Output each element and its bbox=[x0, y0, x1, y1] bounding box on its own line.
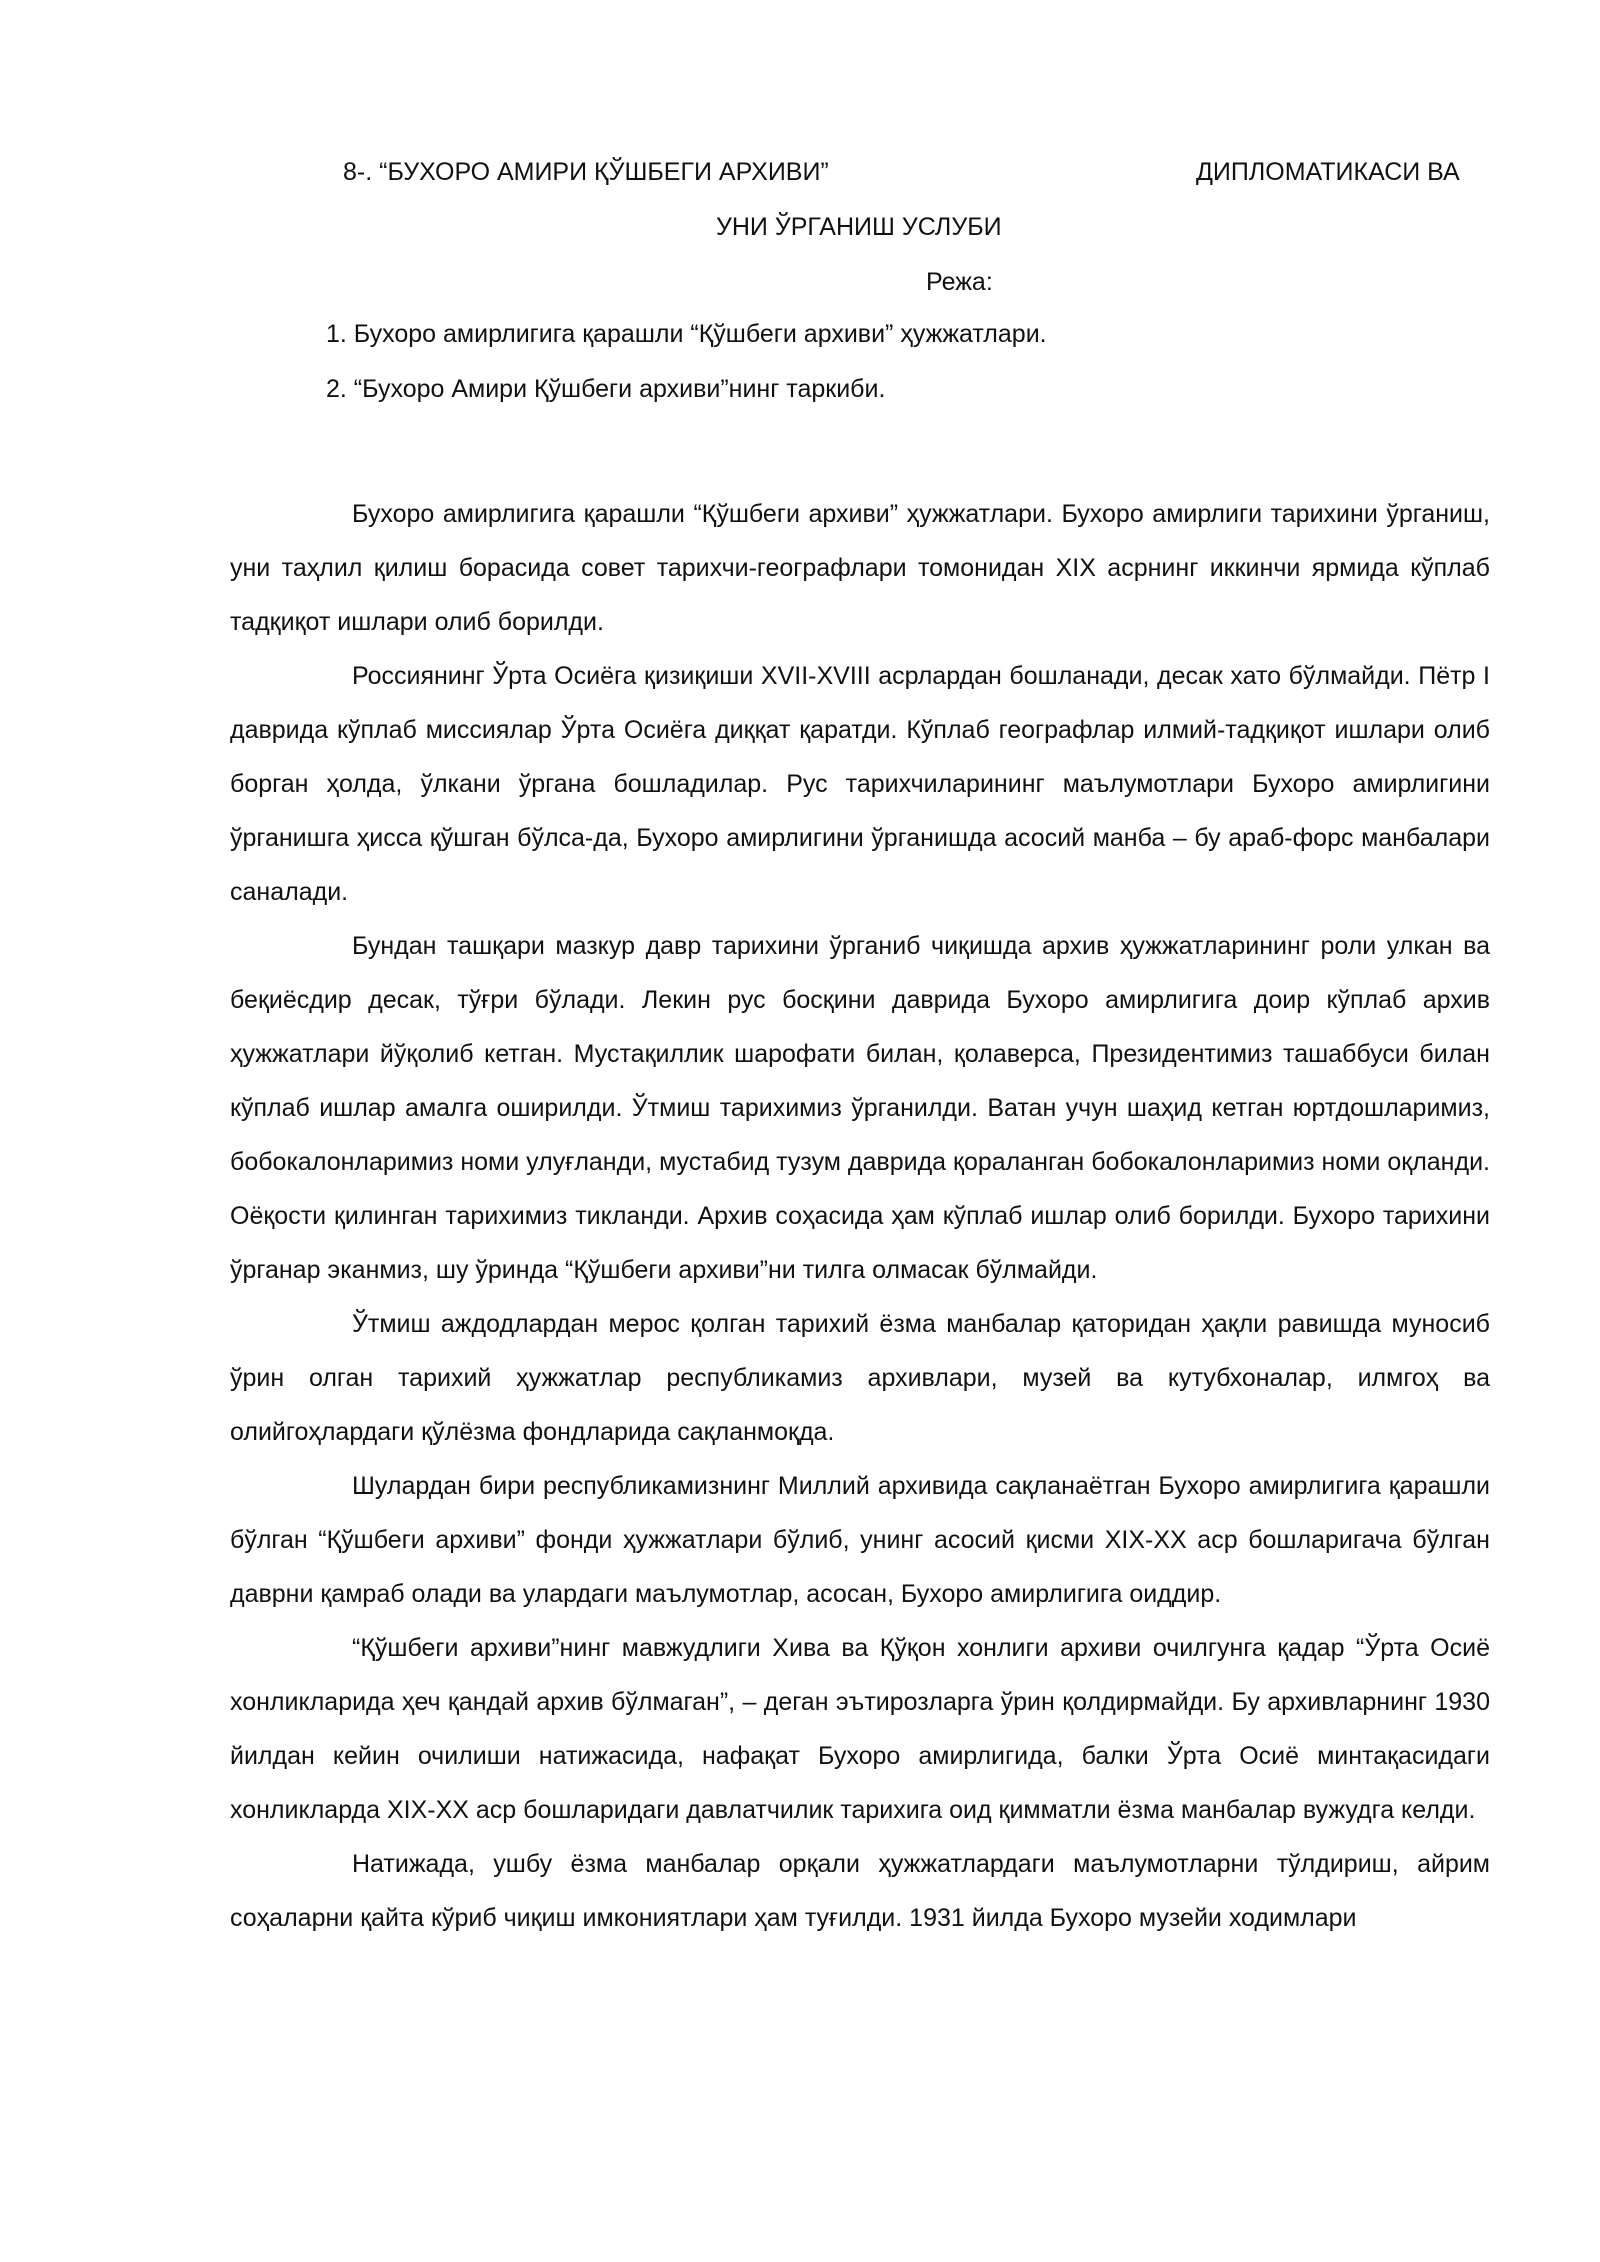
paragraph-7: Натижада, ушбу ёзма манбалар орқали ҳужжатлардаги маълумотларни тўлдириш, айрим соҳаларни қайта кўриб чиқиш имкониятлари ҳам туғилди. 1931 йилда Бухоро музейи ходимлари bbox=[230, 1850, 1490, 1932]
paragraph-3: Бундан ташқари мазкур давр тарихини ўрганиб чиқишда архив ҳужжатларининг роли улкан ва беқиёсдир десак, тўғри бўлади. Лекин рус босқини даврида Бухоро амирлигига доир кўплаб архив ҳужжатлари йўқолиб кетган. Мустақиллик шарофати билан, қолаверса, Президентимиз ташаббуси билан кўплаб ишлар амалга оширилди. Ўтмиш тарихимиз ўрганилди. Ватан учун шаҳид кетган юртдошларимиз, бобокалонларимиз номи улуғланди, мустабид тузум даврида қораланган бобокалонларимиз номи оқланди. Оёқости қилинган тарихимиз тикланди. Архив соҳасида ҳам кўплаб ишлар олиб борилди. Бухоро тарихини ўрганар эканмиз, шу ўринда “Қўшбеги архиви”ни тилга олмасак бўлмайди. bbox=[230, 932, 1490, 1284]
document-body bbox=[230, 487, 1490, 1945]
title-left-part: 8-. “БУХОРО АМИРИ ҚЎШБЕГИ АРХИВИ” bbox=[343, 158, 829, 186]
plan-list bbox=[326, 314, 1047, 424]
paragraph-2: Россиянинг Ўрта Осиёга қизиқиши XVII-XVIII асрлардан бошланади, десак хато бўлмайди. Пётр I даврида кўплаб миссиялар Ўрта Осиёга диққат қаратди. Кўплаб географлар илмий-тадқиқот ишлари олиб борган ҳолда, ўлкани ўргана бошладилар. Рус тарихчиларининг маълумотлари Бухоро амирлигини ўрганишга ҳисса қўшган бўлса-да, Бухоро амирлигини ўрганишда асосий манба – бу араб-форс манбалари саналади. bbox=[230, 662, 1490, 906]
paragraph-5: Шулардан бири республикамизнинг Миллий архивида сақланаётган Бухоро амирлигига қарашли бўлган “Қўшбеги архиви” фонди ҳужжатлари бўлиб, унинг асосий қисми XIX-XX аср бошларигача бўлган даврни қамраб олади ва улардаги маълумотлар, асосан, Бухоро амирлигига оиддир. bbox=[230, 1472, 1490, 1608]
document-subtitle: УНИ ЎРГАНИШ УСЛУБИ bbox=[716, 213, 1002, 241]
document-title bbox=[0, 152, 1600, 192]
title-right-part: ДИПЛОМАТИКАСИ ВА bbox=[1196, 158, 1460, 186]
paragraph-1: Бухоро амирлигига қарашли “Қўшбеги архиви” ҳужжатлари. Бухоро амирлиги тарихини ўрганиш, уни таҳлил қилиш борасида совет тарихчи-географлари томонидан XIX асрнинг иккинчи ярмида кўплаб тадқиқот ишлари олиб борилди. bbox=[230, 500, 1490, 636]
plan-item-1: 1. Бухоро амирлигига қарашли “Қўшбеги архиви” ҳужжатлари. bbox=[326, 320, 1047, 348]
paragraph-6: “Қўшбеги архиви”нинг мавжудлиги Хива ва Қўқон хонлиги архиви очилгунга қадар “Ўрта Осиё хонликларида ҳеч қандай архив бўлмаган”, – деган эътирозларга ўрин қолдирмайди. Бу архивларнинг 1930 йилдан кейин очилиши натижасида, нафақат Бухоро амирлигида, балки Ўрта Осиё минтақасидаги хонликларда XIX-XX аср бошларидаги давлатчилик тарихига оид қимматли ёзма манбалар вужудга келди. bbox=[230, 1634, 1490, 1824]
plan-heading: Режа: bbox=[926, 268, 993, 296]
paragraph-4: Ўтмиш аждодлардан мерос қолган тарихий ёзма манбалар қаторидан ҳақли равишда муносиб ўрин олган тарихий ҳужжатлар республикамиз архивлари, музей ва кутубхоналар, илмгоҳ ва олийгоҳлардаги қўлёзма фондларида сақланмоқда. bbox=[230, 1310, 1490, 1446]
plan-item-2: 2. “Бухоро Амири Қўшбеги архиви”нинг таркиби. bbox=[326, 375, 886, 403]
